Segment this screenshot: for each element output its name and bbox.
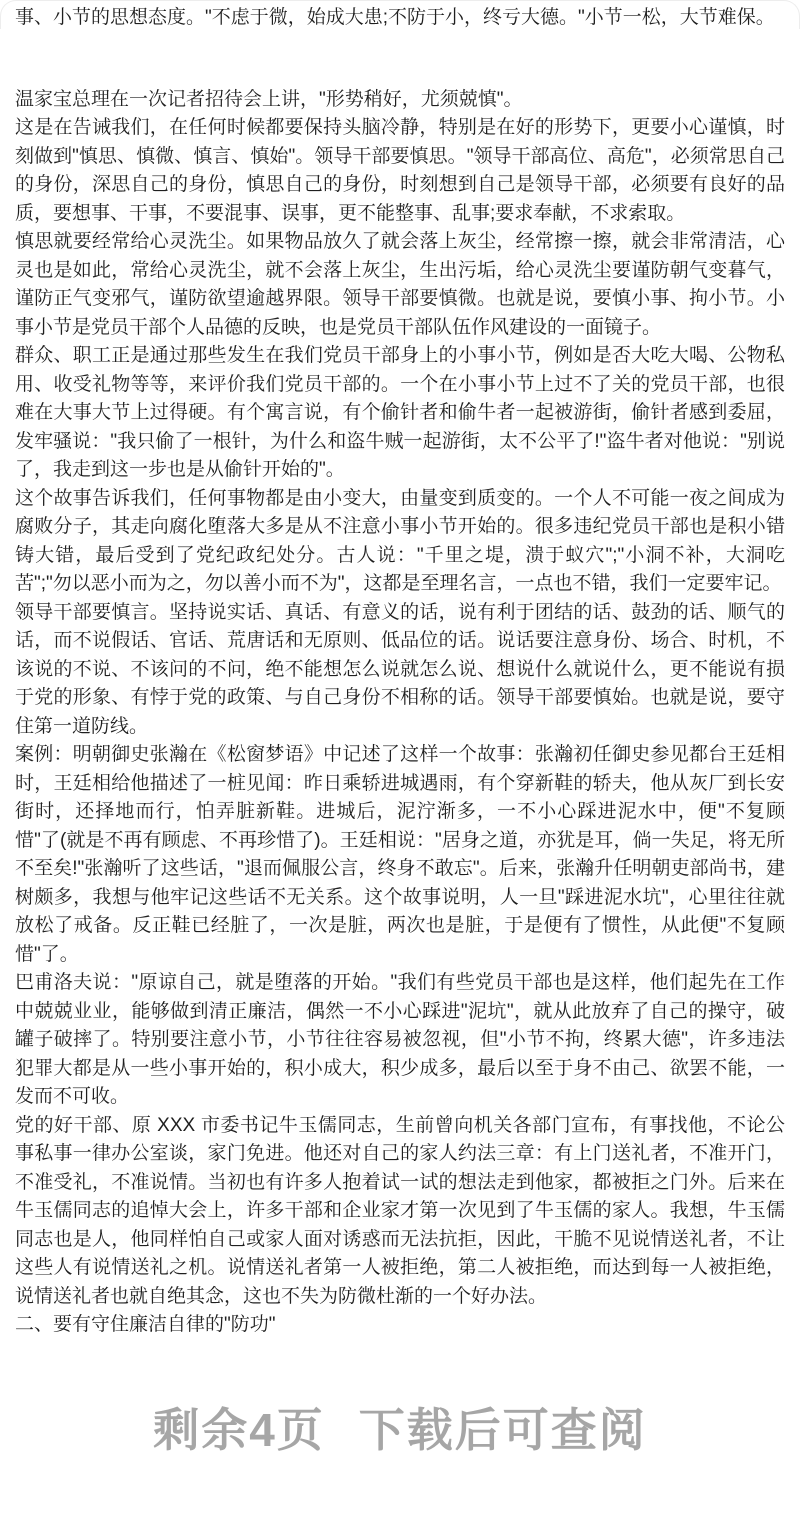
preview-footer bbox=[0, 1402, 800, 1458]
download-hint-label: 下载后可查阅 bbox=[358, 1404, 647, 1456]
paragraph-case-study: 案例：明朝御史张瀚在《松窗梦语》中记述了这样一个故事：张瀚初任御史参见都台王廷相时，王廷相给他描述了一桩见闻：昨日乘轿进城遇雨，有个穿新鞋的轿夫，他从灰厂到长安街时，还择地而行，怕弄脏新鞋。进城后，泥泞渐多，一不小心踩进泥水中，便"不复顾惜"了(就是不再有顾虑、不再珍惜了)。王廷相说："居身之道，亦犹是耳，倘一失足，将无所不至矣!"张瀚听了这些话，"退而佩服公言，终身不敢忘"。后来，张瀚升任明朝吏部尚书，建树颇多，我想与他牢记这些话不无关系。这个故事说明，人一旦"踩进泥水坑"，心里往往就放松了戒备。反正鞋已经脏了，一次是脏，两次也是脏，于是便有了惯性，从此便"不复顾惜"了。 bbox=[15, 744, 785, 965]
paragraph: 党的好干部、原 XXX 市委书记牛玉儒同志，生前曾向机关各部门宣布，有事找他，不论公事私事一律办公室谈，家门免进。他还对自己的家人约法三章：有上门送礼者，不准开门，不准受礼，不准说情。当初也有许多人抱着试一试的想法走到他家，都被拒之门外。后来在牛玉儒同志的追悼大会上，许多干部和企业家才第一次见到了牛玉儒的家人。我想，牛玉儒同志也是人，他同样怕自己或家人面对诱惑而无法抗拒，因此，干脆不见说情送礼者，不让这些人有说情送礼之机。说情送礼者第一人被拒绝，第二人被拒绝，而达到每一人被拒绝，说情送礼者也就自绝其念，这也不失为防微杜渐的一个好办法。 bbox=[15, 1114, 785, 1307]
paragraph: 群众、职工正是通过那些发生在我们党员干部身上的小事小节，例如是否大吃大喝、公物私用、收受礼物等等，来评价我们党员干部的。一个在小事小节上过不了关的党员干部，也很难在大事大节上过得硬。有个寓言说，有个偷针者和偷牛者一起被游街，偷针者感到委屈，发牢骚说："我只偷了一根针，为什么和盗牛贼一起游街，太不公平了!"盗牛者对他说："别说了，我走到这一步也是从偷针开始的"。 bbox=[15, 345, 785, 480]
paragraph: 这是在告诫我们，在任何时候都要保持头脑冷静，特别是在好的形势下，更要小心谨慎，时刻做到"慎思、慎微、慎言、慎始"。领导干部要慎思。"领导干部高位、高危"，必须常思自己的身份，深思自己的身份，慎思自己的身份，时刻想到自己是领导干部，必须要有良好的品质，要想事、干事，不要混事、误事，更不能整事、乱事;要求奉献，不求索取。 bbox=[15, 117, 785, 224]
paragraph: 这个故事告诉我们，任何事物都是由小变大，由量变到质变的。一个人不可能一夜之间成为腐败分子，其走向腐化堕落大多是从不注意小事小节开始的。很多违纪党员干部也是积小错铸大错，最后受到了党纪政纪处分。古人说："千里之堤，溃于蚁穴";"小洞不补，大洞吃苦";"勿以恶小而为之，勿以善小而不为"，这都是至理名言，一点也不错，我们一定要牢记。 bbox=[15, 487, 785, 594]
remaining-pages-label: 剩余4页 bbox=[153, 1404, 325, 1456]
section-heading: 二、要有守住廉洁自律的"防功" bbox=[15, 1314, 276, 1335]
paragraph: 温家宝总理在一次记者招待会上讲，"形势稍好，尤须兢慎"。 bbox=[15, 88, 523, 110]
paragraph: 慎思就要经常给心灵洗尘。如果物品放久了就会落上灰尘，经常擦一擦，就会非常清洁，心灵也是如此，常给心灵洗尘，就不会落上灰尘，生出污垢，给心灵洗尘要谨防朝气变暮气，谨防正气变邪气，谨防欲望逾越界限。领导干部要慎微。也就是说，要慎小事、拘小节。小事小节是党员干部个人品德的反映，也是党员干部队伍作风建设的一面镜子。 bbox=[15, 231, 785, 338]
paragraph: 事、小节的思想态度。"不虑于微，始成大患;不防于小，终亏大德。"小节一松，大节难保。 bbox=[15, 7, 775, 28]
paragraph: 巴甫洛夫说："原谅自己，就是堕落的开始。"我们有些党员干部也是这样，他们起先在工作中兢兢业业，能够做到清正廉洁，偶然一不小心踩进"泥坑"，就从此放弃了自己的操守，破罐子破摔了。特别要注意小节，小节往往容易被忽视，但"小节不拘，终累大德"，许多违法犯罪大都是从一些小事开始的，积小成大，积少成多，最后以至于身不由己、欲罢不能，一发而不可收。 bbox=[15, 972, 785, 1107]
paragraph: 领导干部要慎言。坚持说实话、真话、有意义的话，说有利于团结的话、鼓劲的话、顺气的话，而不说假话、官话、荒唐话和无原则、低品位的话。说话要注意身份、场合、时机，不该说的不说、不该问的不问，绝不能想怎么说就怎么说、想说什么就说什么，更不能说有损于党的形象、有悖于党的政策、与自己身份不相称的话。领导干部要慎始。也就是说，要守住第一道防线。 bbox=[15, 601, 785, 737]
